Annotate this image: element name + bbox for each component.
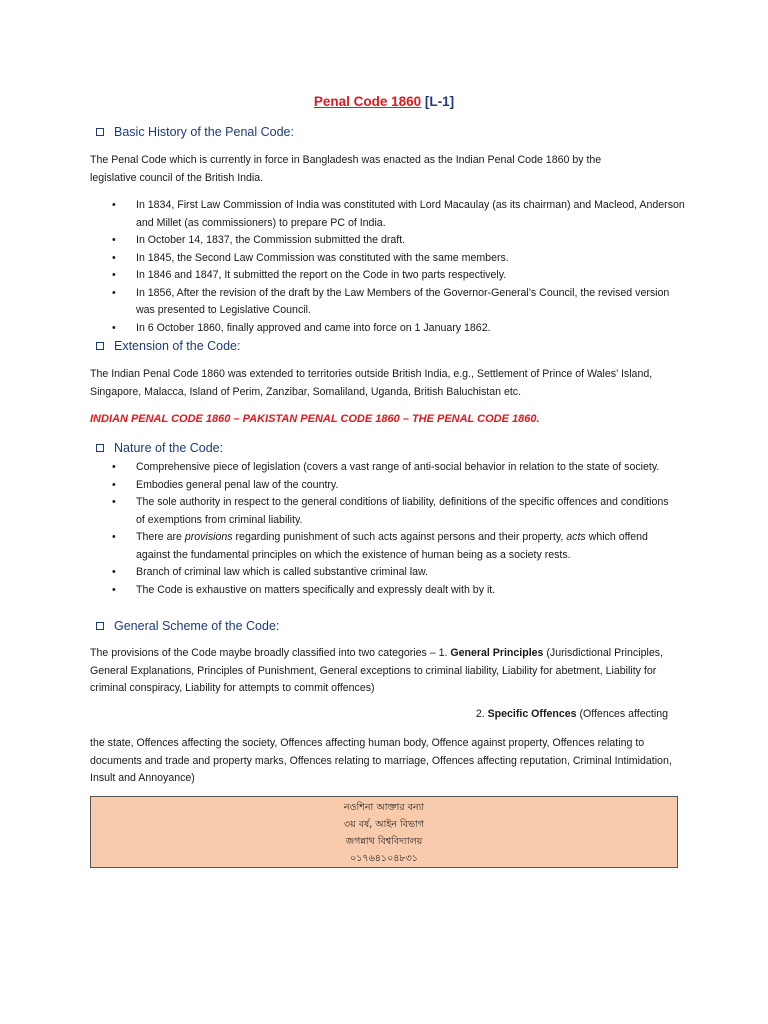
checkbox-bullet-icon [96, 622, 104, 630]
page-title [0, 93, 768, 111]
list-item: • In 1845, the Second Law Commission was constituted with the same members. [112, 250, 687, 268]
heading-basic-history [96, 123, 294, 141]
heading-text: General Scheme of the Code: [114, 619, 280, 633]
text-run: which offend against the fundamental principles on which the existence of human being as a society rests. [136, 531, 648, 561]
scheme-paragraph-2 [476, 706, 668, 724]
heading-extension [96, 337, 240, 355]
title-main: Penal Code 1860 [313, 94, 422, 109]
author-university: জগন্নাথ বিশ্ববিদ্যালয় [345, 836, 423, 847]
list-item: • Comprehensive piece of legislation (covers a vast range of anti-social behavior in relation to the state of society. [112, 459, 677, 477]
heading-general-scheme [96, 617, 279, 635]
author-phone: ০১৭৬৪১০৪৮৩১ [350, 853, 418, 864]
heading-text: Extension of the Code: [114, 339, 241, 353]
history-intro: The Penal Code which is currently in force in Bangladesh was enacted as the Indian Penal Code 1860 by the legislative council of the British India. [90, 154, 602, 184]
list-item: • The sole authority in respect to the general conditions of liability, definitions of the specific offences and conditions of exemptions from criminal liability. [112, 494, 677, 529]
text-run: There are [136, 531, 185, 543]
title-suffix: [L-1] [424, 94, 455, 109]
list-item: • In 1834, First Law Commission of India was constituted with Lord Macaulay (as its chairman) and Macleod, Anderson and Millet (as commissioners) to prepare PC of India. [112, 197, 687, 232]
extension-text: The Indian Penal Code 1860 was extended to territories outside British India, e.g., Settlement of Prince of Wales’ Island, Singapore, Malacca, Island of Perim, Zanzibar, Somaliland, Uganda, British Baluchistan etc. [90, 368, 653, 398]
list-item: • In October 14, 1837, the Commission submitted the draft. [112, 232, 687, 250]
list-item: • Branch of criminal law which is called substantive criminal law. [112, 564, 677, 582]
text-run-bold: General Principles [450, 647, 544, 659]
text-run: The provisions of the Code maybe broadly classified into two categories – 1. [90, 647, 451, 659]
penal-code-lineage: INDIAN PENAL CODE 1860 – PAKISTAN PENAL CODE 1860 – THE PENAL CODE 1860. [90, 413, 540, 425]
author-year-dept: ৩য় বর্ষ, আইন বিভাগ [343, 819, 425, 830]
list-item: • Embodies general penal law of the country. [112, 477, 677, 495]
text-run: 2. [475, 708, 488, 720]
text-run-italic: provisions [184, 531, 233, 543]
text-run: regarding punishment of such acts against persons and their property, [232, 531, 567, 543]
list-item: • In 1856, After the revision of the draft by the Law Members of the Governor-General’s Council, the revised version was presented to Legislative Council. [112, 285, 687, 320]
heading-nature [96, 439, 223, 457]
heading-text: Nature of the Code: [114, 441, 224, 455]
list-item [112, 529, 677, 564]
list-item: • In 6 October 1860, finally approved and came into force on 1 January 1862. [112, 320, 687, 338]
author-name: নওশিনা আক্তার বন্যা [343, 802, 425, 813]
text-run: (Jurisdictional Principles, General Explanations, Principles of Punishment, General exceptions to criminal liability, Liability for abetment, Liability for criminal conspiracy, Liability for attempts to commit offences) [90, 647, 663, 694]
list-item: • In 1846 and 1847, It submitted the report on the Code in two parts respectively. [112, 267, 687, 285]
scheme-paragraph-1 [90, 645, 695, 698]
checkbox-bullet-icon [96, 342, 104, 350]
scheme-paragraph-3: the state, Offences affecting the society, Offences affecting human body, Offence against property, Offences relating to documents and trade and property marks, Offences relating to marriage, Offences affecting reputation, Criminal Intimidation, Insult and Annoyance) [90, 737, 672, 784]
list-item: • The Code is exhaustive on matters specifically and expressly dealt with by it. [112, 582, 677, 600]
checkbox-bullet-icon [96, 444, 104, 452]
author-info-box [90, 796, 678, 868]
text-run-italic: acts [566, 531, 586, 543]
history-bullets [112, 197, 687, 337]
heading-text: Basic History of the Penal Code: [114, 125, 294, 139]
text-run-bold: Specific Offences [487, 708, 577, 720]
nature-bullets [112, 459, 677, 599]
text-run: (Offences affecting [576, 708, 668, 720]
checkbox-bullet-icon [96, 128, 104, 136]
